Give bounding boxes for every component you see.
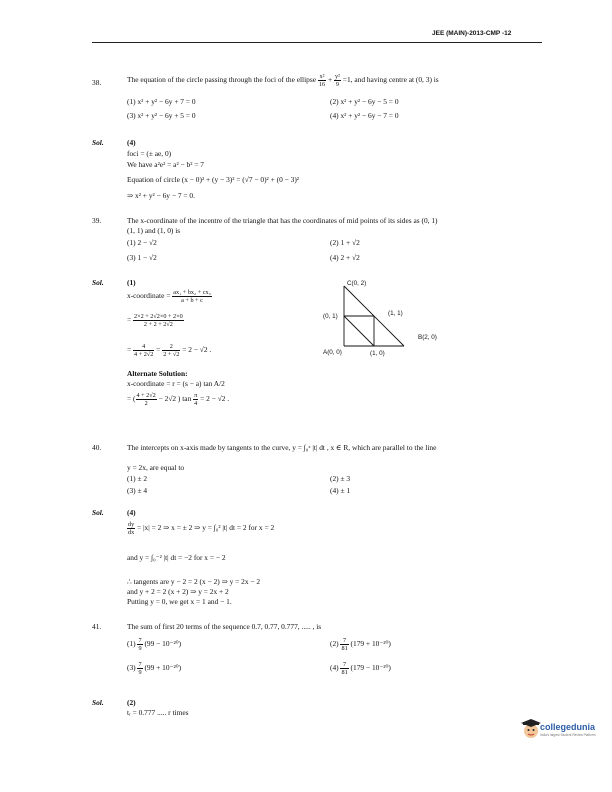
q40-option-2: (2) ± 3 [330, 474, 351, 483]
q38-frac-x: $\frac{\text{x²}}{16}$ [318, 73, 326, 88]
q38-option-3: (3) x² + y² − 6y + 5 = 0 [127, 111, 196, 120]
sol40-line-4: and y + 2 = 2 (x + 2) ⇒ y = 2x + 2 [127, 587, 229, 596]
q40-text-2: y = 2x, are equal to [127, 463, 185, 472]
sol40-answer: (4) [127, 508, 136, 517]
header-rule [92, 42, 542, 43]
sol38-answer: (4) [127, 138, 136, 147]
sol38-line-2: We have a²e² = a² − b² = 7 [127, 160, 204, 169]
sol40-line-2: and y = ∫₀⁻² |t| dt = −2 for x = − 2 [127, 553, 226, 562]
q40-number: 40. [92, 443, 102, 452]
q38-text-a: The equation of the circle passing through the foci of the ellipse [127, 75, 317, 85]
incentre-triangle-diagram [330, 280, 450, 360]
sol40-line-1: $\frac{dy}{dx}$ = |x| = 2 ⇒ x = ± 2 ⇒ y = ∫₀² |t| dt = 2 for x = 2 [128, 521, 275, 536]
q39-option-4: (4) 2 + √2 [330, 253, 360, 262]
q40-text: The intercepts on x-axis made by tangents to the curve, y = ∫₀ˣ |t| dt , x ∈ R, which are parallel to the line [127, 443, 437, 452]
q39-number: 39. [92, 216, 102, 225]
q38-number: 38. [92, 78, 102, 87]
sol40-line-5: Putting y = 0, we get x = 1 and − 1. [127, 597, 232, 606]
brand-name: collegedunia [540, 722, 596, 732]
q40-option-4: (4) ± 1 [330, 486, 351, 495]
label-0-1: (0, 1) [323, 313, 338, 320]
q40-option-1: (1) ± 2 [127, 474, 148, 483]
sol39-simplify: = $\frac{4}{4 + 2√2}$ = $\frac{2}{2 + √2}$ = 2 − √2 . [127, 343, 212, 358]
q41-number: 41. [92, 622, 102, 631]
midline-diagonal [344, 316, 374, 346]
q39-option-2: (2) 1 + √2 [330, 238, 360, 247]
q38-option-4: (4) x² + y² − 6y − 7 = 0 [330, 111, 399, 120]
q38-text [127, 73, 439, 88]
sol38-line-4: ⇒ x² + y² − 6y − 7 = 0. [127, 191, 195, 200]
sol39-answer: (1) [127, 278, 136, 287]
q41-option-2: (2) $\frac{7}{81}$ (179 + 10⁻²⁰) [330, 637, 391, 652]
page-header-code: JEE (MAIN)-2013-CMP -12 [432, 30, 512, 37]
q38-frac-y: $\frac{\text{y²}}{9}$ [334, 73, 340, 88]
q41-text: The sum of first 20 terms of the sequence 0.7, 0.77, 0.777, ..... , is [127, 622, 322, 631]
sol40-line-3: ∴ tangents are y − 2 = 2 (x − 2) ⇒ y = 2x − 2 [127, 577, 261, 586]
sol39-alternate-line-2: = ( $\frac{4 + 2√2}{2}$ − 2√2 ) tan $\frac{\pi}{4}$ = 2 − √2 . [127, 392, 230, 407]
sol38-line-3: Equation of circle (x − 0)² + (y − 3)² = (√7 − 0)² + (0 − 3)² [127, 175, 300, 184]
collegedunia-logo-icon [520, 718, 542, 740]
q39-option-3: (3) 1 − √2 [127, 253, 157, 262]
q41-option-1: (1) $\frac{7}{9}$ (99 − 10⁻²⁰) [127, 637, 182, 652]
q38-text-b: =1, and having centre at (0, 3) is [342, 75, 439, 85]
label-C: C(0, 2) [347, 280, 367, 287]
brand-tagline: India's largest Student Review Platform [540, 733, 596, 737]
sol41-label: Sol. [92, 698, 104, 707]
label-1-0: (1, 0) [370, 350, 385, 357]
q39-option-1: (1) 2 − √2 [127, 238, 157, 247]
sol40-label: Sol. [92, 508, 104, 517]
q40-option-3: (3) ± 4 [127, 486, 148, 495]
label-B: B(2, 0) [418, 334, 437, 341]
q41-option-4: (4) $\frac{7}{81}$ (179 − 10⁻²⁰) [330, 661, 391, 676]
q39-text: The x-coordinate of the incentre of the triangle that has the coordinates of mid points of its sides as (0, 1) [127, 216, 438, 225]
q41-option-3: (3) $\frac{7}{9}$ (99 + 10⁻²⁰) [127, 661, 182, 676]
sol39-label: Sol. [92, 278, 104, 287]
sol41-answer: (2) [127, 698, 136, 707]
sol39-formula: x-coordinate = $\frac{\text{ax₁ + bx₂ + cx₃}}{a + b + c}$ [127, 289, 211, 304]
sol39-substitution: = $\frac{2\times 2 + 2√2\times 0 + 2\times 0}{2 + 2 + 2√2}$ [127, 313, 183, 328]
q38-plus: + [327, 75, 333, 85]
q39-text-2: (1, 1) and (1, 0) is [127, 226, 181, 235]
sol39-alternate-line-1: x-coordinate = r = (s − a) tan A/2 [127, 379, 225, 388]
label-A: A(0, 0) [323, 349, 342, 356]
q38-option-2: (2) x² + y² − 6y − 5 = 0 [330, 97, 399, 106]
sol41-line-1: tᵣ = 0.777 ..... r times [127, 708, 189, 717]
q38-option-1: (1) x² + y² − 6y + 7 = 0 [127, 97, 196, 106]
sol38-line-1: foci = (± ae, 0) [127, 149, 172, 158]
label-1-1: (1, 1) [388, 310, 403, 317]
sol39-alternate-heading: Alternate Solution: [127, 369, 188, 378]
sol38-label: Sol. [92, 138, 104, 147]
